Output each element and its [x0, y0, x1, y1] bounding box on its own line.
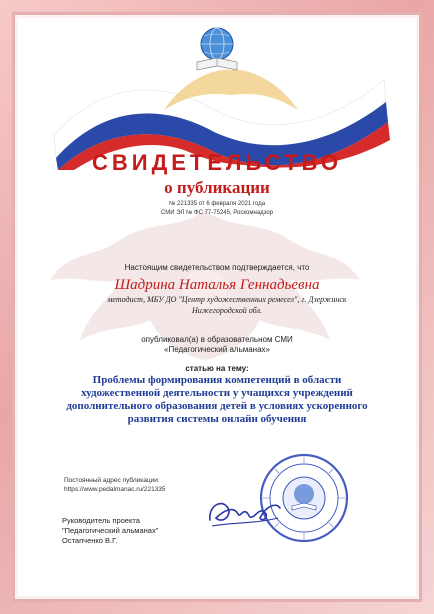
- published-line: опубликовал(а) в образовательном СМИ: [141, 335, 293, 344]
- address-label: Постоянный адрес публикации:: [64, 477, 160, 484]
- address-url: https://www.pedalmanac.ru/221335: [64, 486, 166, 493]
- publication-address: [64, 476, 166, 494]
- registration-number: № 221335 от 6 февраля 2021 года: [168, 201, 266, 207]
- recipient-position: [60, 294, 394, 316]
- journal-name: «Педагогический альманах»: [164, 345, 270, 354]
- certificate-subtitle: о публикации: [164, 178, 270, 197]
- head-project: "Педагогический альманах": [62, 526, 159, 535]
- head-name: Остапченко В.Г.: [62, 536, 118, 545]
- topic-label: статью на тему:: [185, 364, 249, 373]
- published-in: [0, 335, 434, 355]
- globe-book-emblem-icon: [192, 24, 242, 76]
- certificate-title: СВИДЕТЕЛЬСТВО: [92, 150, 342, 175]
- recipient-name: Шадрина Наталья Геннадьевна: [114, 277, 320, 293]
- media-registration: СМИ ЭЛ № ФС 77-75245, Роскомнадзор: [160, 210, 274, 216]
- project-head: [62, 516, 158, 546]
- head-title: Руководитель проекта: [62, 516, 140, 525]
- round-stamp-icon: [258, 452, 350, 544]
- confirm-text: Настоящим свидетельством подтверждается, что: [124, 263, 310, 272]
- position-line: методист, МБУ ДО "Центр художественных ремесел", г. Дзержинск: [107, 295, 347, 304]
- article-topic: Проблемы формирования компетенций в области художественной деятельности у учащихся учреждений дополнительного образования детей в условиях ускоренного развития системы онлайн обучения: [66, 374, 368, 425]
- position-line: Нижегородской обл.: [192, 306, 262, 315]
